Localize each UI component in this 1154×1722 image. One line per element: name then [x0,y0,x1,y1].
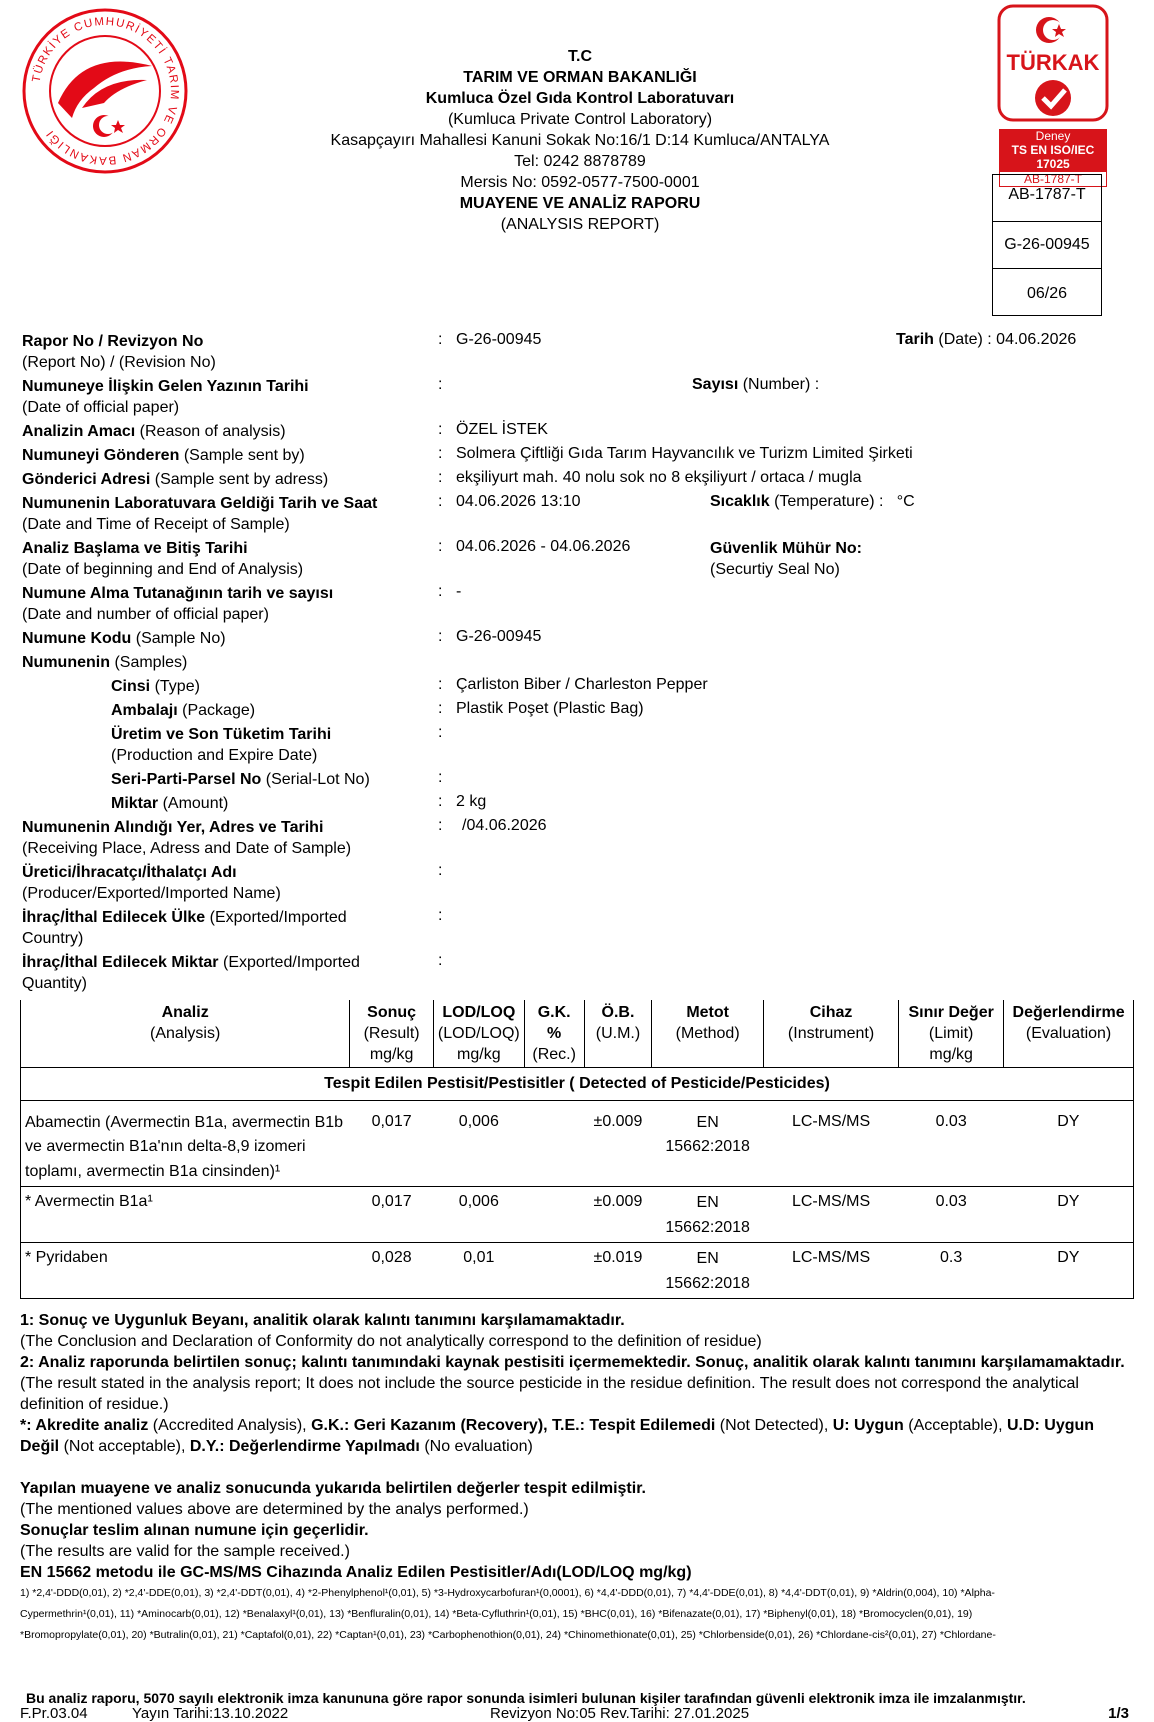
colon: : [438,769,443,786]
cell-result: 0,028 [371,1249,412,1266]
rapor-no-value: G-26-00945 [456,331,542,348]
cell-instrument: LC-MS/MS [791,1112,871,1130]
header-report-title: MUAYENE VE ANALİZ RAPORU [459,195,701,212]
col-header: Sonuç (Result) mg/kg [350,1000,434,1068]
col-header: Analiz (Analysis) [21,1000,350,1068]
pesticide-list-line: Cypermethrin¹(0,01), 11) *Aminocarb(0,01), 12) *Benalaxyl¹(0,01), 13) *Benfluralin(0,01), 14) *Beta-Cyfluthrin¹(0,01), 15) *BHC(0,01), 16) *Bifenazate(0,01), 17) *Biphenyl(0,01), 18) *Bromocyclen(0,01), 19) [20,1608,973,1620]
analysis-reason-value: ÖZEL İSTEK [456,421,548,438]
results-table [20,1000,1134,1299]
cell-result: 0,017 [371,1112,412,1130]
colon: : [438,907,443,924]
conclusion-1-en: (The mentioned values above are determined by the analys performed.) [20,1501,529,1518]
analysis-reason-label: Analizin Amacı (Reason of analysis) [22,423,286,440]
package-label: Ambalajı (Package) [111,702,256,719]
cell-analysis: Abamectin (Avermectin B1a, avermectin B1b ve avermectin B1a'nın delta-8,9 izomeri toplamı, avermectin B1a cinsinden)¹ [21,1109,350,1187]
colon: : [438,331,443,348]
table-row [21,1243,1134,1299]
turkak-standard: TS EN ISO/IEC 17025 [1011,143,1095,171]
temperature: Sıcaklık (Temperature) : °C [710,493,915,510]
colon: : [438,538,443,555]
cell-uncertainty: ±0.009 [593,1193,643,1210]
sampling-record-label: Numune Alma Tutanağının tarih ve sayısı (Date and number of official paper) [22,585,334,623]
cell-analysis: * Avermectin B1a¹ [21,1187,350,1243]
official-paper-number: Sayısı (Number) : [692,376,820,393]
accreditation-box: AB-1787-T [992,174,1102,222]
colon: : [438,376,443,393]
cell-instrument: LC-MS/MS [791,1193,871,1210]
cell-limit: 0.03 [935,1193,967,1210]
colon: : [438,700,443,717]
colon: : [438,445,443,462]
svg-text:TÜRKAK: TÜRKAK [1006,50,1100,75]
colon: : [438,952,443,969]
header-ministry: TARIM VE ORMAN BAKANLIĞI [463,69,697,86]
revision-info: Revizyon No:05 Rev.Tarihi: 27.01.2025 [490,1705,750,1722]
colon: : [438,628,443,645]
col-header: Sınır Değer (Limit) mg/kg [899,1000,1004,1068]
note-1-en: (The Conclusion and Declaration of Conformity do not analytically correspond to the definition of residue) [20,1333,762,1350]
colon: : [438,862,443,879]
package-value: Plastik Poşet (Plastic Bag) [456,700,644,717]
report-code-box: 06/26 [992,268,1102,316]
colon: : [438,493,443,510]
esignature-note: Bu analiz raporu, 5070 sayılı elektronik imza kanununa göre rapor sonunda isimleri bulunan kişiler tarafından güvenli elektronik imza ile imzalanmıştır. [26,1690,1026,1706]
note-2: 2: Analiz raporunda belirtilen sonuç; kalıntı tanımındaki kaynak pestisiti içermemektedir. Sonuç, analitik olarak kalıntı tanımını karşılamamaktadır. [20,1354,1125,1371]
publish-date: Yayın Tarihi:13.10.2022 [132,1705,289,1722]
header-phone: Tel: 0242 8878789 [514,153,646,170]
turkak-code: AB-1787-T [999,171,1107,187]
conclusion-2-en: (The results are valid for the sample received.) [20,1543,350,1560]
table-header-row [21,1000,1134,1068]
report-date: Tarih (Date) : 04.06.2026 [896,331,1077,348]
sample-code-value: G-26-00945 [456,628,542,645]
cell-analysis: * Pyridaben [21,1243,350,1299]
col-header: G.K. % (Rec.) [524,1000,584,1068]
colon: : [438,421,443,438]
cell-recovery [524,1243,584,1299]
cell-lod: 0,01 [463,1249,495,1266]
sampling-record-value: - [456,583,462,600]
cell-method: EN 15662:2018 [665,1250,750,1292]
cell-evaluation: DY [1004,1109,1134,1187]
cell-result: 0,017 [371,1193,412,1210]
colon: : [438,469,443,486]
analysis-dates-value: 04.06.2026 - 04.06.2026 [456,538,631,555]
type-label: Cinsi (Type) [111,678,200,695]
type-value: Çarliston Biber / Charleston Pepper [456,676,708,693]
sampling-place-value: /04.06.2026 [462,817,547,834]
sample-code-label: Numune Kodu (Sample No) [22,630,226,647]
page-number: 1/3 [1108,1705,1129,1722]
cell-limit: 0.03 [935,1112,967,1130]
section-title: Tespit Edilen Pestisit/Pestisitler ( Detected of Pesticide/Pesticides) [324,1075,830,1092]
col-header: Metot (Method) [652,1000,764,1068]
cell-lod: 0,006 [458,1112,499,1130]
pesticide-list-line: 1) *2,4'-DDD(0,01), 2) *2,4'-DDE(0,01), 3) *2,4'-DDT(0,01), 4) *2-Phenylphenol¹(0,01), 5) *3-Hydroxycarbofuran¹(0,0001), 6) *4,4'-DDD(0,01), 7) *4,4'-DDE(0,01), 8) *4,4'-DDT(0,01), 9) *Aldrin(0,004), 10) *Alpha- [20,1587,995,1599]
security-seal: Güvenlik Mühür No: (Securtiy Seal No) [710,540,862,578]
sampling-place-label: Numunenin Alındığı Yer, Adres ve Tarihi (Receiving Place, Adress and Date of Sample) [22,819,352,857]
production-date-label: Üretim ve Son Tüketim Tarihi (Production and Expire Date) [111,726,332,764]
report-header [300,46,860,235]
table-row [21,1109,1134,1187]
cell-recovery [524,1109,584,1187]
section-title-row [21,1068,1134,1101]
cell-lod: 0,006 [458,1193,499,1210]
pesticide-list-line: *Bromopropylate(0,01), 20) *Butralin(0,01), 21) *Captafol(0,01), 22) *Captan¹(0,01), 23) *Carbophenothion(0,01), 24) *Chinomethionate(0,01), 25) *Chlorbenside(0,01), 26) *Chlordane-cis²(0,01), 27) *Chlordane- [20,1629,996,1641]
official-paper-date-label: Numuneye İlişkin Gelen Yazının Tarihi (Date of official paper) [22,378,309,416]
col-header: Cihaz (Instrument) [763,1000,898,1068]
cell-method: EN 15662:2018 [665,1113,750,1155]
colon: : [438,676,443,693]
pesticide-list-title: EN 15662 metodu ile GC-MS/MS Cihazında Analiz Edilen Pestisitler/Adı(LOD/LOQ mg/kg) [20,1564,692,1581]
receipt-date-label: Numunenin Laboratuvara Geldiği Tarih ve Saat (Date and Time of Receipt of Sample) [22,495,378,533]
sender-address-value: ekşiliyurt mah. 40 nolu sok no 8 ekşiliyurt / ortaca / mugla [456,469,862,486]
sender-address-label: Gönderici Adresi (Sample sent by adress) [22,471,329,488]
colon: : [438,724,443,741]
header-tc: T.C [568,48,592,65]
header-lab-name: Kumluca Özel Gıda Kontrol Laboratuvarı [425,90,735,107]
page-footer [20,1706,1135,1722]
conclusion-2: Sonuçlar teslim alınan numune için geçerlidir. [20,1522,369,1539]
turkak-logo [997,4,1109,186]
sender-label: Numuneyi Gönderen (Sample sent by) [22,447,305,464]
col-header: Değerlendirme (Evaluation) [1004,1000,1134,1068]
cell-limit: 0.3 [940,1249,963,1266]
colon: : [438,793,443,810]
sender-value: Solmera Çiftliği Gıda Tarım Hayvancılık ve Turizm Limited Şirketi [456,445,913,462]
svg-text:TÜRKİYE CUMHURİYETİ TARIM VE O: TÜRKİYE CUMHURİYETİ TARIM VE ORMAN BAKANLIĞI [30,15,181,167]
header-lab-name-en: (Kumluca Private Control Laboratory) [447,111,713,128]
form-code: F.Pr.03.04 [20,1705,88,1722]
header-mersis: Mersis No: 0592-0577-7500-0001 [460,174,700,191]
report-number-box: G-26-00945 [992,221,1102,269]
cell-uncertainty: ±0.019 [593,1249,643,1266]
cell-recovery [524,1187,584,1243]
note-1: 1: Sonuç ve Uygunluk Beyanı, analitik olarak kalıntı tanımını karşılamamaktadır. [20,1312,625,1329]
cell-method: EN 15662:2018 [665,1194,750,1236]
col-header: Ö.B. (U.M.) [584,1000,652,1068]
abbreviations: *: Akredite analiz (Accredited Analysis), G.K.: Geri Kazanım (Recovery), T.E.: Tespit Edilemedi (Not Detected), U: Uygun (Acceptable), U.D: Uygun Değil (Not acceptable), D.Y.: Değerlendirme Yapılmadı (No evaluation) [20,1417,1095,1455]
receipt-date-value: 04.06.2026 13:10 [456,493,581,510]
amount-value: 2 kg [456,793,487,810]
colon: : [438,817,443,834]
amount-label: Miktar (Amount) [111,795,229,812]
header-address: Kasapçayırı Mahallesi Kanuni Sokak No:16/1 D:14 Kumluca/ANTALYA [330,132,830,149]
export-country-label: İhraç/İthal Edilecek Ülke (Exported/Imported Country) [22,909,347,947]
notes-section [20,1310,1135,1646]
cell-uncertainty: ±0.009 [593,1112,643,1130]
colon: : [438,583,443,600]
turkak-deney: Deney [1035,129,1071,143]
header-report-title-en: (ANALYSIS REPORT) [500,216,660,233]
analysis-dates-label: Analiz Başlama ve Bitiş Tarihi (Date of beginning and End of Analysis) [22,540,304,578]
note-2-en: (The result stated in the analysis report; It does not include the source pesticide in the residue definition. The result does not correspond the analytical definition of residue.) [20,1375,1079,1413]
rapor-no-label: Rapor No / Revizyon No (Report No) / (Revision No) [22,333,216,371]
producer-label: Üretici/İhracatçı/İthalatçı Adı (Producer/Exported/Imported Name) [22,864,281,902]
samples-label: Numunenin (Samples) [22,654,188,671]
table-row [21,1187,1134,1243]
cell-evaluation: DY [1004,1187,1134,1243]
ministry-logo [22,8,188,174]
export-quantity-label: İhraç/İthal Edilecek Miktar (Exported/Imported Quantity) [22,954,360,992]
serial-lot-label: Seri-Parti-Parsel No (Serial-Lot No) [111,771,370,788]
cell-evaluation: DY [1004,1243,1134,1299]
conclusion-1: Yapılan muayene ve analiz sonucunda yukarıda belirtilen değerler tespit edilmiştir. [20,1480,646,1497]
col-header: LOD/LOQ (LOD/LOQ) mg/kg [433,1000,524,1068]
cell-instrument: LC-MS/MS [791,1249,871,1266]
